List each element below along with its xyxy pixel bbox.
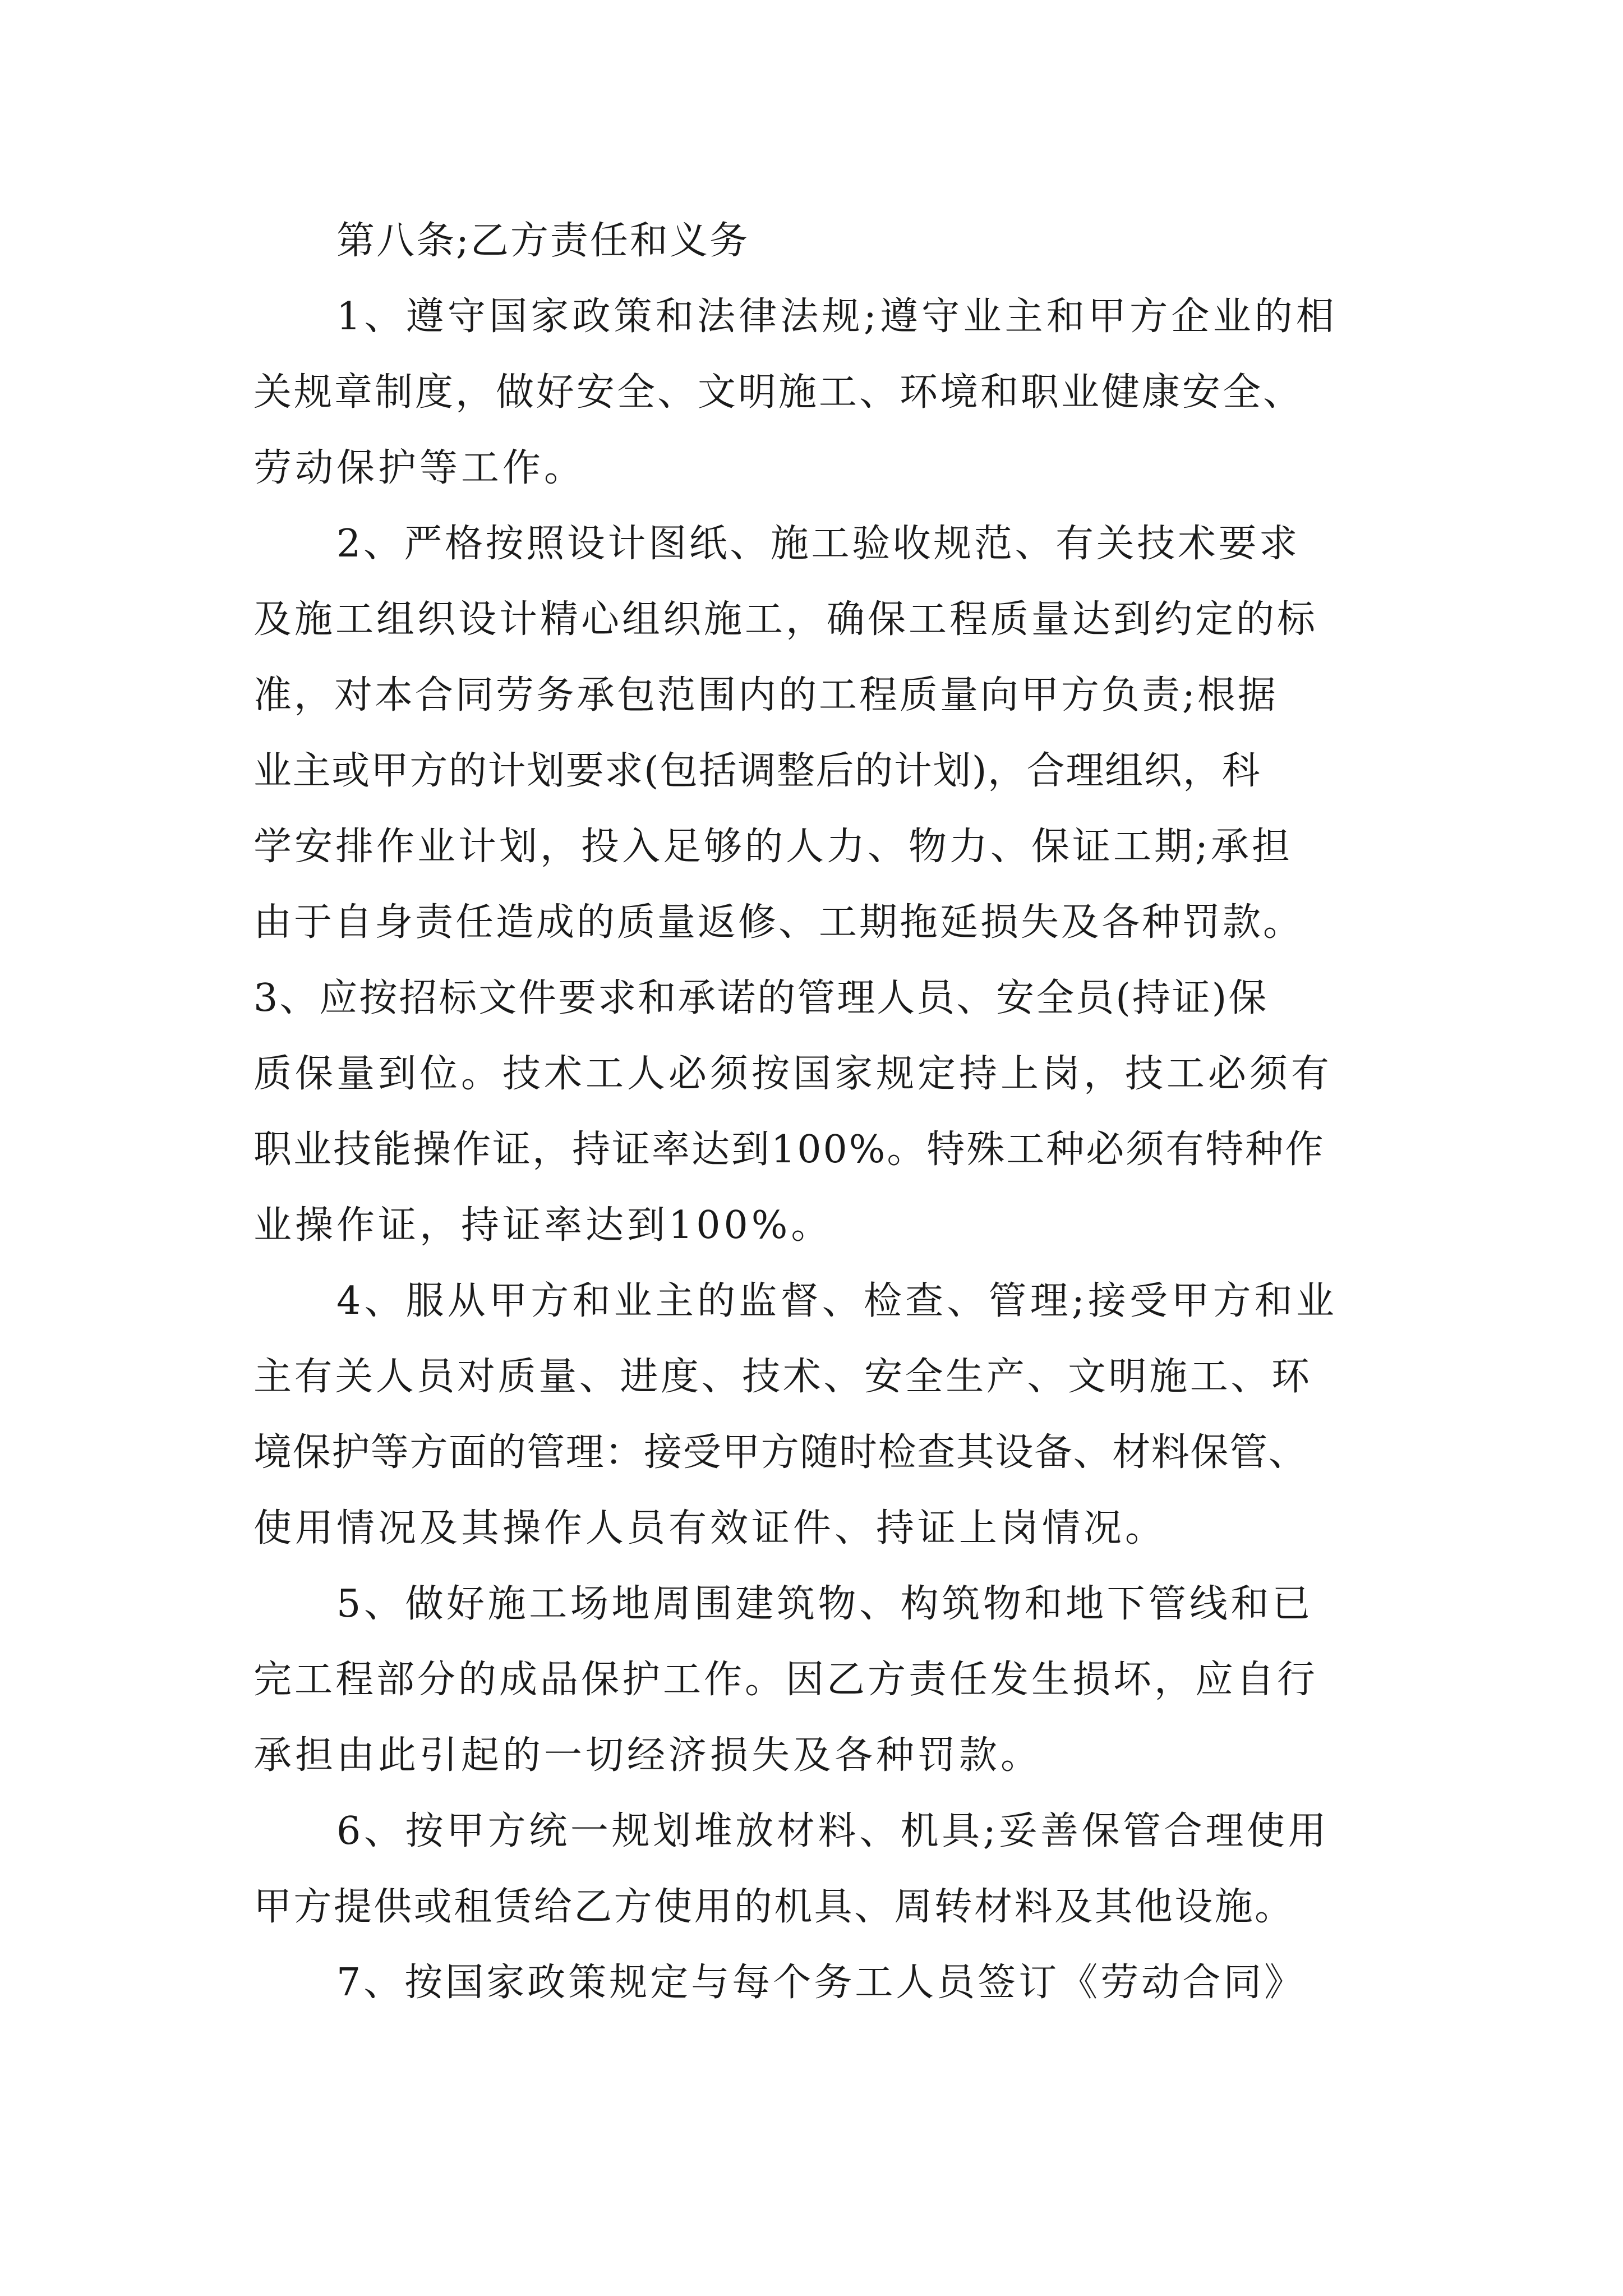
paragraph-line: 7、按国家政策规定与每个务工人员签订《劳动合同》 — [336, 1961, 1306, 2005]
paragraph-line: 业主或甲方的计划要求(包括调整后的计划)，合理组织，科 — [253, 749, 1261, 793]
paragraph-line: 劳动保护等工作。 — [253, 446, 586, 490]
paragraph-line: 关规章制度，做好安全、文明施工、环境和职业健康安全、 — [253, 370, 1304, 415]
paragraph-line: 质保量到位。技术工人必须按国家规定持上岗，技工必须有 — [253, 1052, 1333, 1096]
paragraph-line: 甲方提供或租赁给乙方使用的机具、周转材料及其他设施。 — [253, 1885, 1295, 1929]
paragraph-line: 及施工组织设计精心组织施工，确保工程质量达到约定的标 — [253, 597, 1318, 642]
paragraph-line: 业操作证，持证率达到100%。 — [253, 1203, 833, 1248]
paragraph-line: 完工程部分的成品保护工作。因乙方责任发生损坏，应自行 — [253, 1658, 1318, 1702]
paragraph-line: 6、按甲方统一规划堆放材料、机具;妥善保管合理使用 — [336, 1809, 1330, 1853]
paragraph-line: 2、严格按照设计图纸、施工验收规范、有关技术要求 — [336, 522, 1300, 566]
paragraph-line: 5、做好施工场地周围建筑物、构筑物和地下管线和已 — [336, 1582, 1313, 1626]
paragraph-line: 境保护等方面的管理：接受甲方随时检查其设备、材料保管、 — [253, 1430, 1308, 1475]
paragraph-line: 职业技能操作证，持证率达到100%。特殊工种必须有特种作 — [253, 1128, 1325, 1172]
paragraph-line: 1、遵守国家政策和法律法规;遵守业主和甲方企业的相 — [336, 295, 1338, 339]
paragraph-line: 主有关人员对质量、进度、技术、安全生产、文明施工、环 — [253, 1355, 1312, 1399]
paragraph-line: 由于自身责任造成的质量返修、工期拖延损失及各种罚款。 — [253, 900, 1304, 945]
paragraph-line: 3、应按招标文件要求和承诺的管理人员、安全员(持证)保 — [253, 976, 1269, 1020]
article-heading: 第八条;乙方责任和义务 — [336, 219, 749, 263]
paragraph-line: 使用情况及其操作人员有效证件、持证上岗情况。 — [253, 1506, 1167, 1550]
paragraph-line: 学安排作业计划，投入足够的人力、物力、保证工期;承担 — [253, 825, 1293, 869]
paragraph-line: 准，对本合同劳务承包范围内的工程质量向甲方负责;根据 — [253, 673, 1278, 717]
paragraph-line: 承担由此引起的一切经济损失及各种罚款。 — [253, 1733, 1043, 1778]
paragraph-line: 4、服从甲方和业主的监督、检查、管理;接受甲方和业 — [336, 1279, 1338, 1323]
